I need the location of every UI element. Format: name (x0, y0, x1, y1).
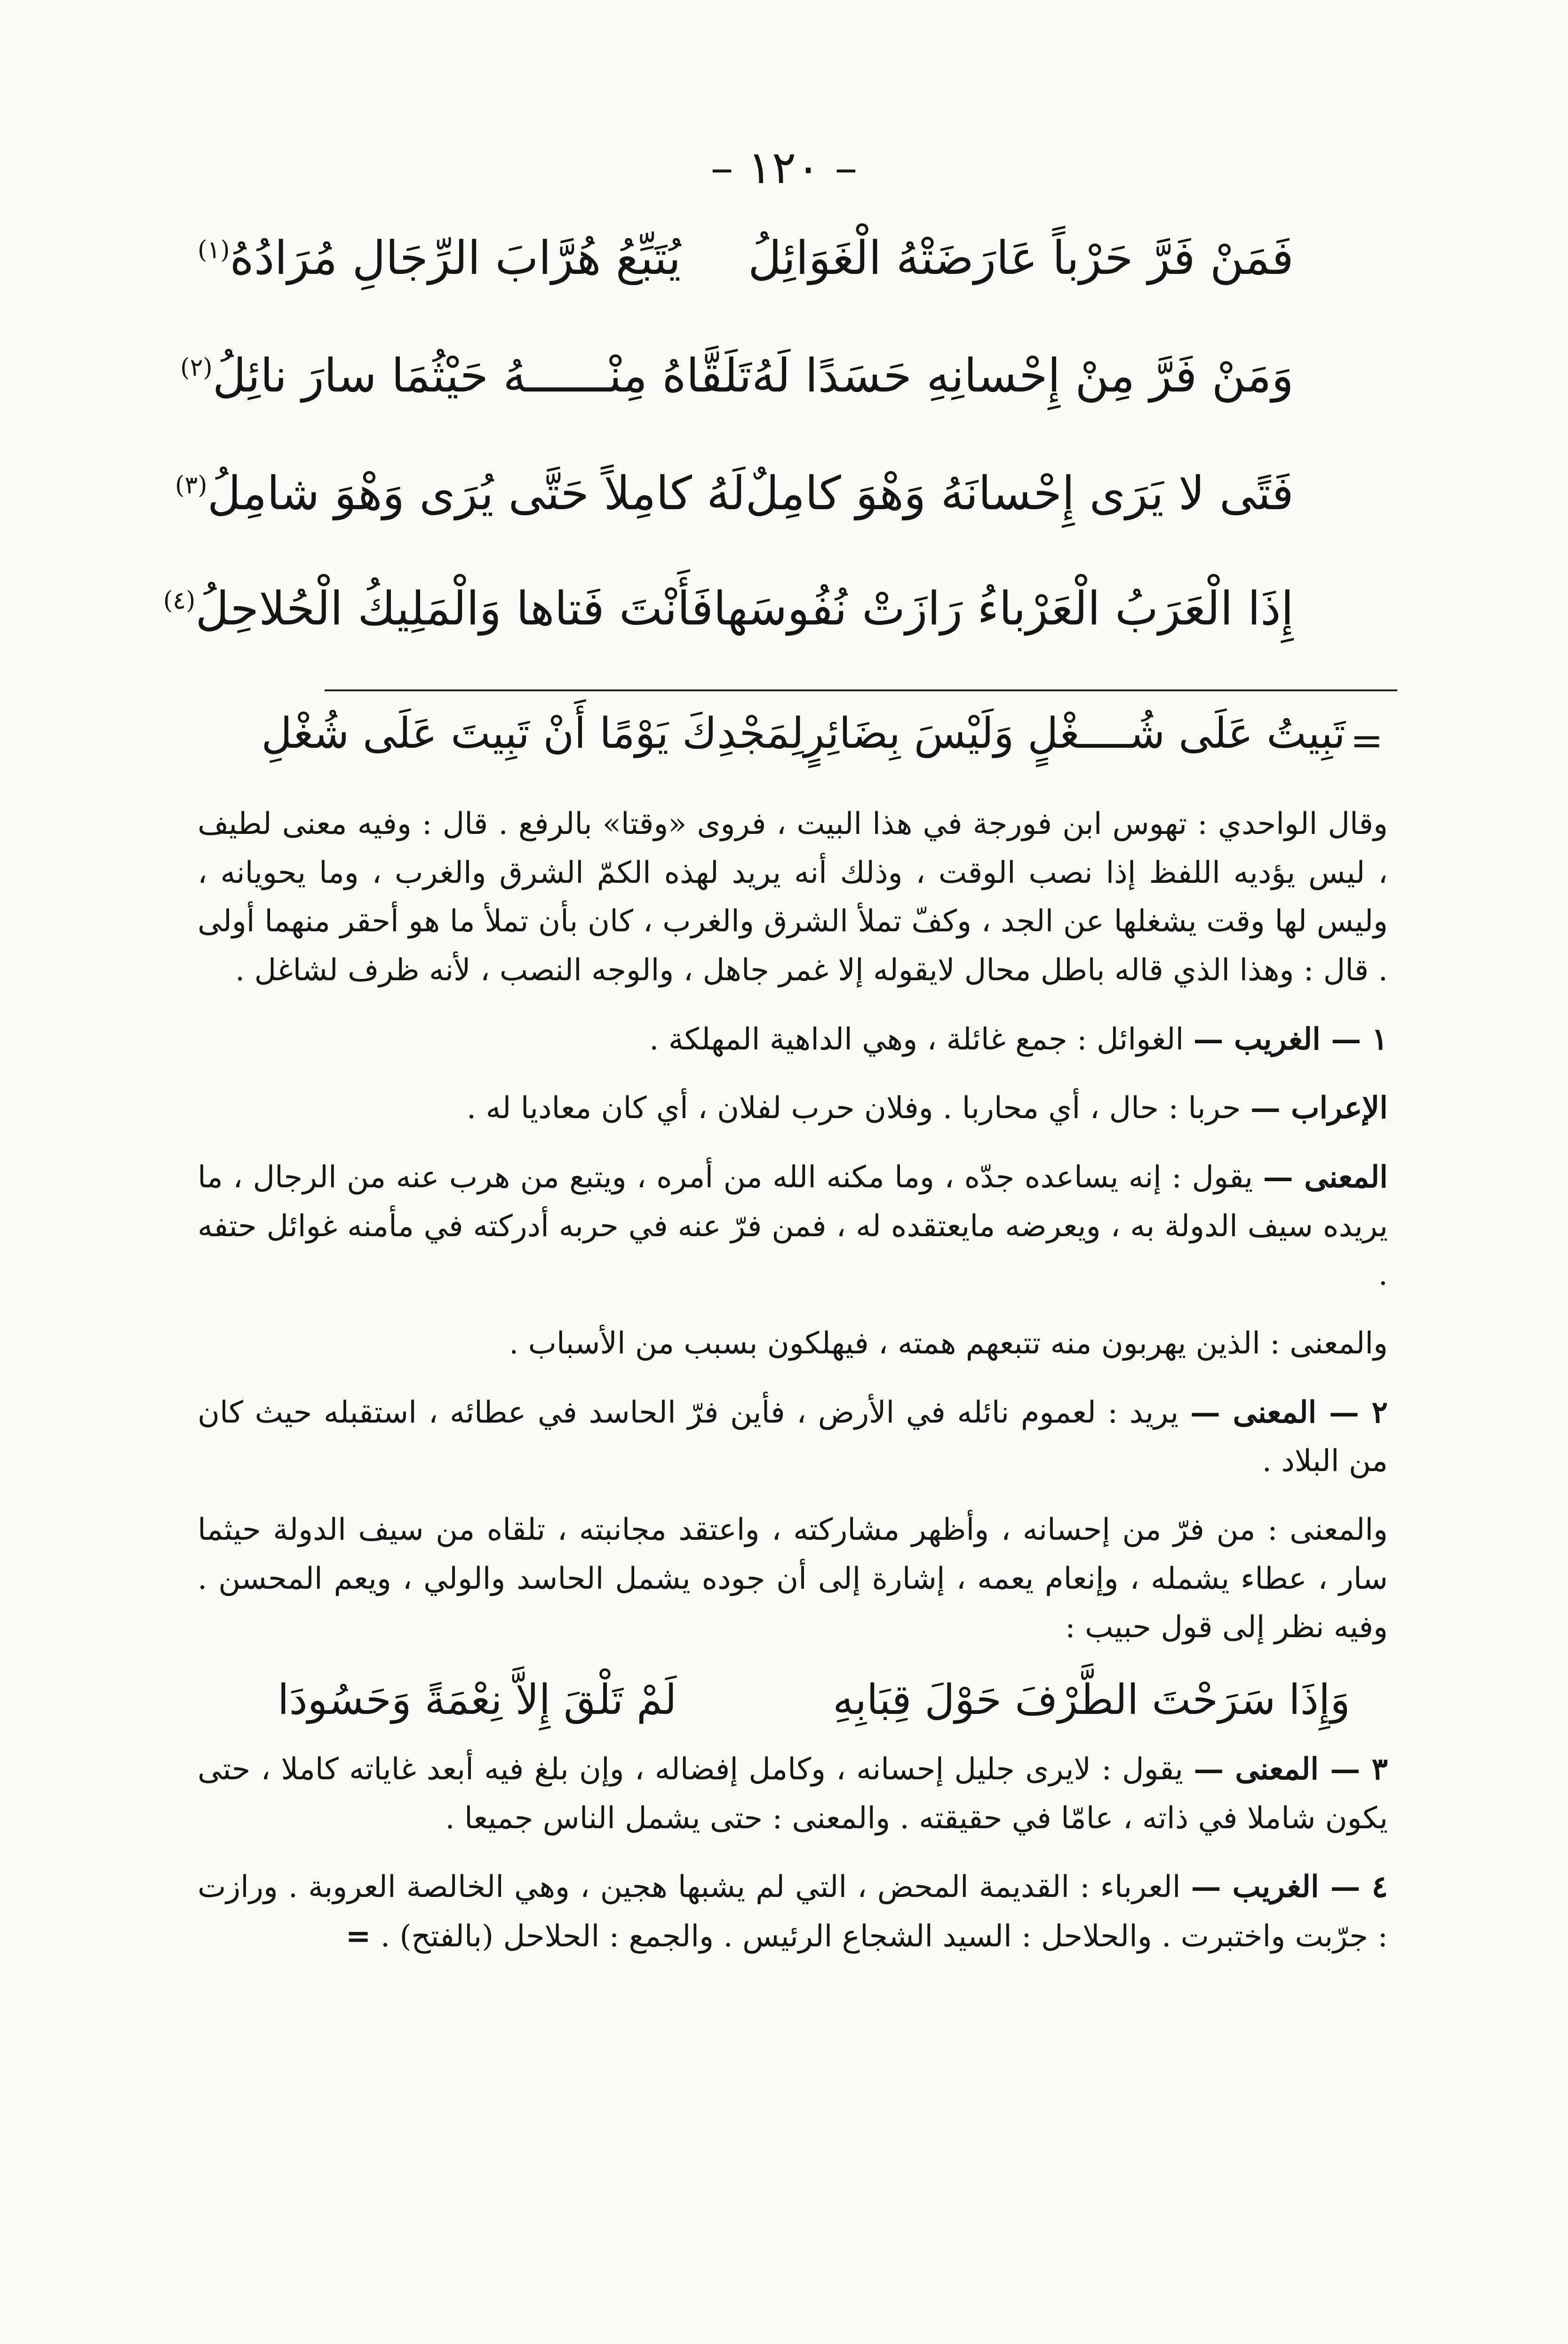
verse-3-hemistich-1: فَتًى لا يَرَى إِحْسانَهُ وَهْوَ كامِلٌ (745, 467, 1294, 521)
footnote-ref-2: (٢) (180, 353, 213, 382)
note-1-maana (198, 1153, 1388, 1300)
continued-verse (263, 706, 1345, 761)
commentary-paragraph-wahidi: وقال الواحدي : تهوس ابن فورجة في هذا البيت ، فروى «وقتا» بالرفع . قال : وفيه معنى لطيف ، ليس يؤديه اللفظ إذا نصب الوقت ، وذلك أنه يريد لهذه الكمّ الشرق والغرب ، وما يحويانه ، وليس لها وقت يشغلها عن الجد ، وكفّ تملأ الشرق والغرب ، كان بأن تملأ ما هو أحقر منهما أولى . قال : وهذا الذي قاله باطل محال لايقوله إلا غمر جاهل ، والوجه النصب ، لأنه ظرف لشاغل . (198, 807, 1388, 988)
verse-2-hemistich-2: تَلَقَّاهُ مِنْــــــهُ حَيْثُمَا سارَ نائِلُ$^{(٢)}$ (180, 349, 752, 403)
note-2 (198, 1388, 1388, 1486)
note-2-heading: ٢ — المعنى — (1190, 1394, 1388, 1430)
verse-line-4 (163, 562, 1294, 656)
note-3-text: يقول : لايرى جليل إحسانه ، وكامل إفضاله ، وإن بلغ فيه أبعد غاياته كاملا ، حتى يكون شاملا في ذاته ، عامّا في حقيقته . والمعنى : حتى يشمل الناس جميعا . (198, 1752, 1388, 1836)
verse-line-1 (198, 212, 1294, 306)
verse-line-2 (180, 329, 1294, 424)
footnote-ref-3: (٣) (175, 471, 207, 500)
note-2-text: يريد : لعموم نائله في الأرض ، فأين فرّ الحاسد في عطائه ، استقبله حيث كان من البلاد . (198, 1395, 1388, 1479)
verse-2-hemistich-1: وَمَنْ فَرَّ مِنْ إِحْسانِهِ حَسَدًا لَهُ (751, 349, 1294, 403)
note-3-heading: ٣ — المعنى — (1194, 1751, 1388, 1787)
note-1-heading: ١ — الغريب — (1193, 1021, 1388, 1057)
page-end-mark: = (345, 1918, 371, 1954)
note-1-maana-heading: المعنى — (1263, 1160, 1388, 1195)
note-2-maana: والمعنى : من فرّ من إحسانه ، وأظهر مشاركته ، واعتقد مجانبته ، تلقاه من سيف الدولة حيثما سار ، عطاء يشمله ، وإنعام يعمه ، إشارة إلى أن جوده يشمل الحاسد والولي ، ويعم المحسن . وفيه نظر إلى قول حبيب : (198, 1512, 1388, 1645)
verse-1-hemistich-2: يُتَبِّعُ هُرَّابَ الرِّجَالِ مُرَادُهُ$^{(١)}$ (198, 232, 681, 286)
continuation-mark: = (1350, 718, 1384, 764)
note-1-irab-text: حربا : حال ، أي محاربا . وفلان حرب لفلان ، أي كان معاديا له . (466, 1091, 1241, 1126)
quoted-verse-hemistich-2: لَمْ تَلْقَ إِلاَّ نِعْمَةً وَحَسُودَا (278, 1675, 677, 1724)
note-1-text: الغوائل : جمع غائلة ، وهي الداهية المهلكة . (649, 1022, 1184, 1057)
note-1-maana-text: يقول : إنه يساعده جدّه ، وما مكنه الله من أمره ، ويتبع من هرب عنه من الرجال ، ما يريده سيف الدولة به ، ويعرضه مايعتقده له ، فمن فرّ عنه في حربه أدركته في مأمنه غوائل حتفه . (198, 1160, 1388, 1293)
quoted-verse-habib (278, 1672, 1350, 1728)
verse-line-3 (175, 447, 1294, 541)
note-3 (198, 1745, 1388, 1843)
note-4-heading: ٤ — الغريب — (1191, 1869, 1388, 1905)
verse-4-hemistich-1: إِذَا الْعَرَبُ الْعَرْباءُ رَازَتْ نُفُوسَها (713, 582, 1294, 636)
page-number: – ١٢٠ – (710, 141, 858, 194)
note-1-irab (198, 1084, 1388, 1133)
commentary-notes (198, 800, 1388, 1981)
continued-verse-hemistich-2: لِمَجْدِكَ يَوْمًا أَنْ تَبِيتَ عَلَى شُغْلِ (261, 709, 804, 758)
footnote-divider (325, 689, 1397, 691)
note-1-maana-summary: والمعنى : الذين يهربون منه تتبعهم همته ، فيهلكون بسبب من الأسباب . (509, 1326, 1388, 1361)
verse-3-hemistich-2: لَهُ كامِلاً حَتَّى يُرَى وَهْوَ شامِلُ$^{(٣)}$ (175, 467, 746, 521)
footnote-ref-1: (١) (198, 236, 230, 264)
continued-verse-hemistich-1: تَبِيتُ عَلَى شُــــغْلٍ وَلَيْسَ بِضَائِرٍ (804, 709, 1345, 758)
note-1-gharib (198, 1015, 1388, 1064)
footnote-ref-4: (٤) (163, 586, 196, 615)
verse-4-hemistich-2: فَأَنْتَ فَتاها وَالْمَلِيكُ الْحُلاحِلُ$^{(٤)}$ (163, 582, 714, 636)
note-4-text: العرباء : القديمة المحض ، التي لم يشبها هجين ، وهي الخالصة العروبة . ورازت : جرّبت واختبرت . والحلاحل : السيد الشجاع الرئيس . والجمع : الحلاحل (بالفتح) . (198, 1870, 1388, 1954)
note-1-irab-heading: الإعراب — (1250, 1090, 1388, 1126)
verse-1-hemistich-1: فَمَنْ فَرَّ حَرْباً عَارَضَتْهُ الْغَوَائِلُ (748, 232, 1294, 286)
quoted-verse-hemistich-1: وَإِذَا سَرَحْتَ الطَّرْفَ حَوْلَ قِبَابِهِ (833, 1675, 1350, 1724)
note-4 (198, 1863, 1388, 1961)
